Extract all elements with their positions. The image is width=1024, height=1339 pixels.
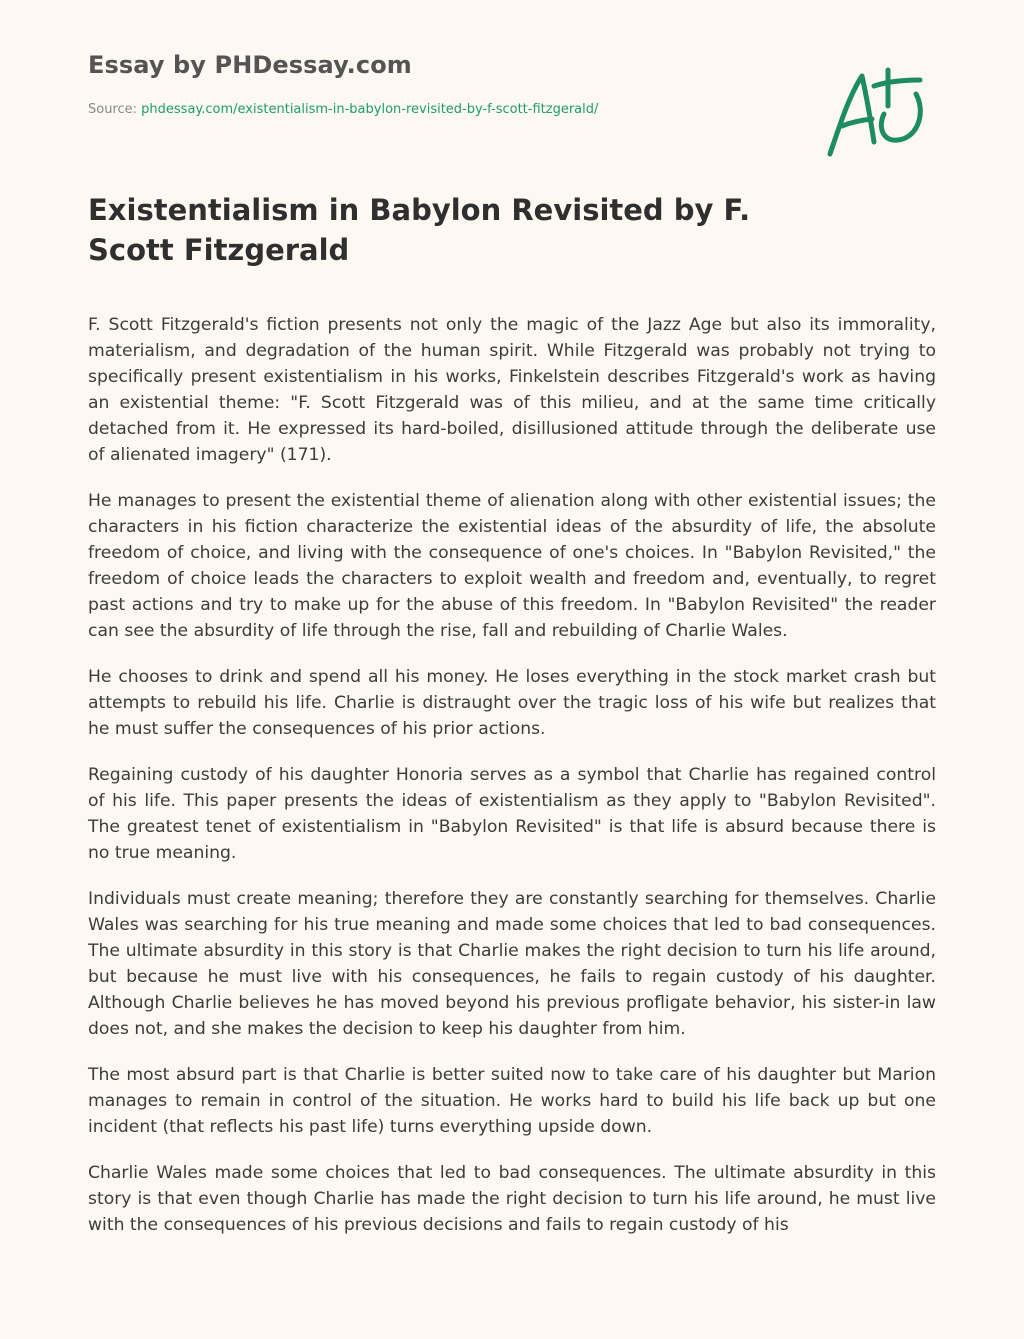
source-link[interactable]: phdessay.com/existentialism-in-babylon-revisited-by-f-scott-fitzgerald/ — [141, 102, 599, 117]
essay-paragraph: The most absurd part is that Charlie is better suited now to take care of his daughter but Marion manages to remain in control of the situation. He works hard to build his life back up but one incident (that reflects his past life) turns everything upside down. — [88, 1065, 936, 1137]
essay-title: Existentialism in Babylon Revisited by F. Scott Fitzgerald — [88, 193, 751, 267]
essay-body — [88, 312, 936, 1258]
site-brand: Essay by PHDessay.com — [88, 51, 412, 79]
a-plus-logo-icon — [822, 64, 926, 160]
source-label: Source: — [88, 102, 142, 117]
source-line — [88, 102, 598, 117]
essay-paragraph: F. Scott Fitzgerald's fiction presents not only the magic of the Jazz Age but also its immorality, materialism, and degradation of the human spirit. While Fitzgerald was probably not trying to specifically present existentialism in his works, Finkelstein describes Fitzgerald's work as having an existential theme: "F. Scott Fitzgerald was of this milieu, and at the same time critically detached from it. He expressed its hard-boiled, disillusioned attitude through the deliberate use of alienated imagery" (171). — [88, 315, 936, 465]
essay-paragraph: He manages to present the existential theme of alienation along with other existential issues; the characters in his fiction characterize the existential ideas of the absurdity of life, the absolute freedom of choice, and living with the consequence of one's choices. In "Babylon Revisited," the freedom of choice leads the characters to exploit wealth and freedom and, eventually, to regret past actions and try to make up for the abuse of this freedom. In "Babylon Revisited" the reader can see the absurdity of life through the rise, fall and rebuilding of Charlie Wales. — [88, 491, 936, 641]
essay-paragraph: He chooses to drink and spend all his money. He loses everything in the stock market crash but attempts to rebuild his life. Charlie is distraught over the tragic loss of his wife but realizes that he must suffer the consequences of his prior actions. — [88, 667, 936, 739]
essay-paragraph: Charlie Wales made some choices that led to bad consequences. The ultimate absurdity in this story is that even though Charlie has made the right decision to turn his life around, he must live with the consequences of his previous decisions and fails to regain custody of his — [88, 1163, 936, 1235]
essay-paragraph: Regaining custody of his daughter Honoria serves as a symbol that Charlie has regained control of his life. This paper presents the ideas of existentialism as they apply to "Babylon Revisited". The greatest tenet of existentialism in "Babylon Revisited" is that life is absurd because there is no true meaning. — [88, 765, 936, 863]
essay-paragraph: Individuals must create meaning; therefore they are constantly searching for themselves. Charlie Wales was searching for his true meaning and made some choices that led to bad consequences. The ultimate absurdity in this story is that Charlie makes the right decision to turn his life around, but because he must live with his consequences, he fails to regain custody of his daughter. Although Charlie believes he has moved beyond his previous profligate behavior, his sister-in law does not, and she makes the decision to keep his daughter from him. — [88, 889, 936, 1039]
